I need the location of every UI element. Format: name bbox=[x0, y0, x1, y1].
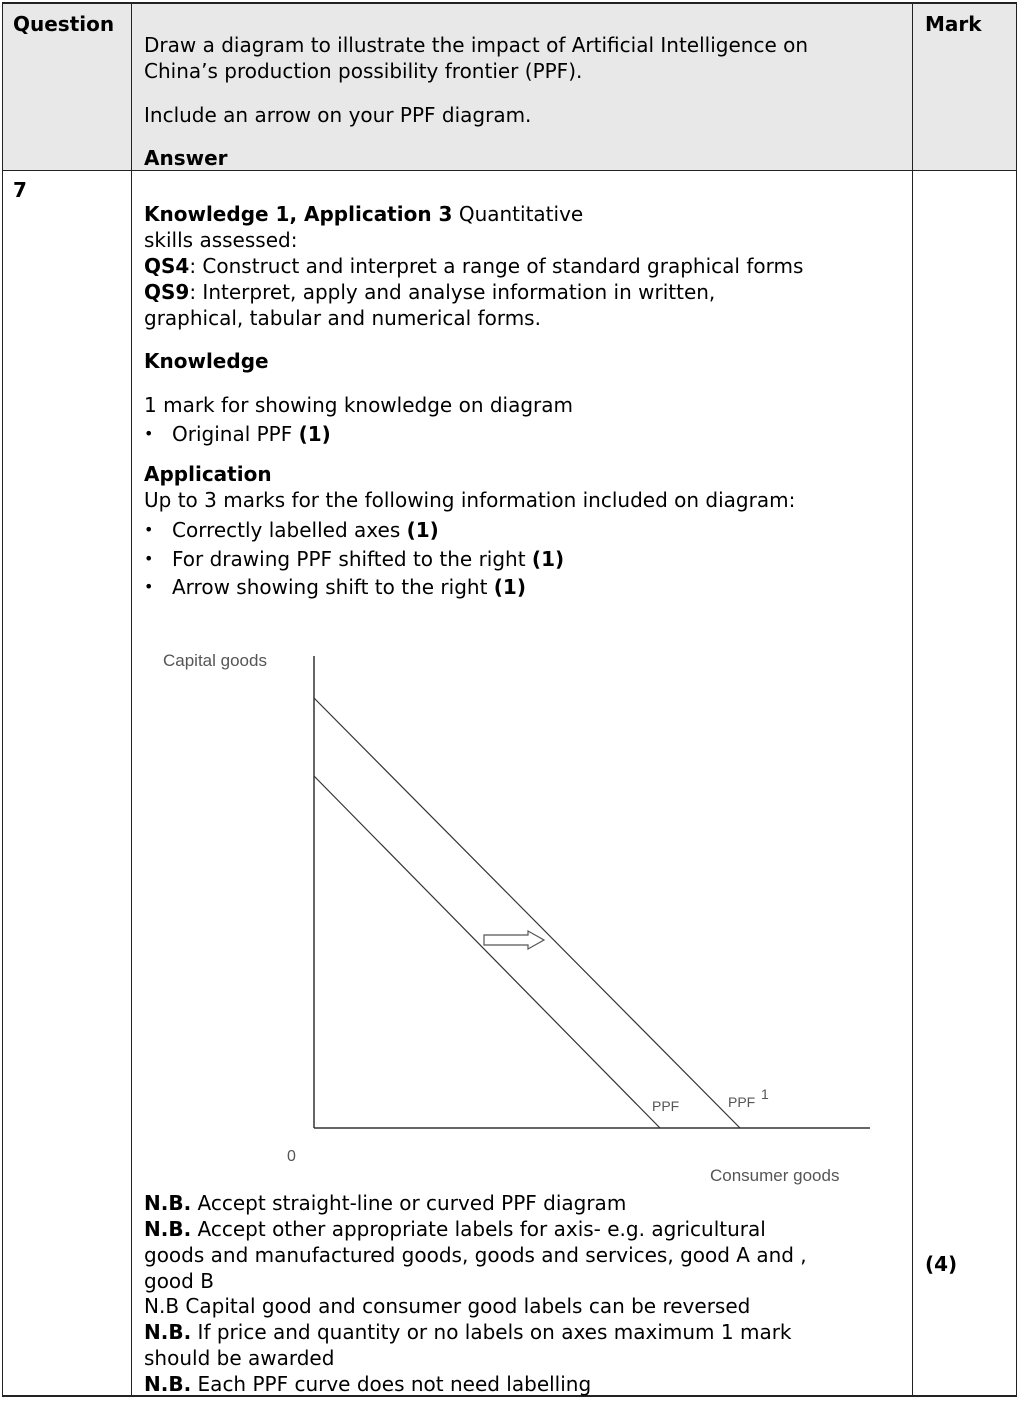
knowledge-description: 1 mark for showing knowledge on diagram bbox=[144, 393, 574, 417]
intro-bold: Knowledge 1, Application 3 bbox=[144, 202, 453, 226]
qs9-line2: graphical, tabular and numerical forms. bbox=[144, 306, 541, 330]
note-text: Accept straight-line or curved PPF diagram bbox=[191, 1191, 627, 1215]
qs4-text: : Construct and interpret a range of standard graphical forms bbox=[189, 254, 804, 278]
intro-rest: Quantitative bbox=[452, 202, 584, 226]
bullet-mark: (1) bbox=[298, 422, 331, 446]
ppf-label: PPF bbox=[652, 1098, 680, 1114]
bullet-icon: • bbox=[144, 577, 154, 596]
answer-label: Answer bbox=[144, 146, 228, 170]
note-prefix: N.B. bbox=[144, 1191, 192, 1215]
total-mark: (4) bbox=[925, 1252, 958, 1276]
question-prompt-line3: Include an arrow on your PPF diagram. bbox=[144, 103, 532, 127]
note-line bbox=[144, 1371, 591, 1397]
qs9-code: QS9 bbox=[144, 280, 190, 304]
bullet-icon: • bbox=[144, 549, 154, 568]
application-heading: Application bbox=[144, 462, 272, 486]
note-line: goods and manufactured goods, goods and services, good A and , bbox=[144, 1243, 807, 1267]
qs9-text: : Interpret, apply and analyse information in written, bbox=[189, 280, 716, 304]
knowledge-heading: Knowledge bbox=[144, 349, 269, 373]
bullet-text: Correctly labelled axes bbox=[172, 518, 407, 542]
ppf-original-line bbox=[314, 776, 660, 1128]
note-line bbox=[144, 1216, 766, 1242]
note-line bbox=[144, 1190, 626, 1216]
question-number: 7 bbox=[13, 178, 27, 202]
note-line: N.B Capital good and consumer good labels can be reversed bbox=[144, 1294, 751, 1318]
origin-label: 0 bbox=[287, 1148, 296, 1165]
mark-column-header: Mark bbox=[925, 12, 982, 36]
note-text: If price and quantity or no labels on axes maximum 1 mark bbox=[191, 1320, 792, 1344]
ppf1-shifted-line bbox=[314, 698, 740, 1128]
note-prefix: N.B. bbox=[144, 1217, 192, 1241]
bullet-text: Original PPF bbox=[172, 422, 299, 446]
qs4-code: QS4 bbox=[144, 254, 190, 278]
note-prefix: N.B. bbox=[144, 1372, 192, 1396]
ppf1-label: PPF bbox=[728, 1094, 756, 1110]
ppf1-superscript: 1 bbox=[761, 1086, 769, 1102]
question-prompt-line2: China’s production possibility frontier (PPF). bbox=[144, 59, 583, 83]
x-axis-label: Consumer goods bbox=[710, 1166, 840, 1185]
bullet-mark: (1) bbox=[531, 547, 565, 571]
question-column-header: Question bbox=[13, 12, 115, 36]
bullet-mark: (1) bbox=[493, 575, 526, 599]
bullet-mark: (1) bbox=[406, 518, 439, 542]
bullet-text: For drawing PPF shifted to the right bbox=[172, 547, 532, 571]
application-description: Up to 3 marks for the following information included on diagram: bbox=[144, 488, 796, 512]
note-line: should be awarded bbox=[144, 1346, 335, 1370]
bullet-text: Arrow showing shift to the right bbox=[172, 575, 494, 599]
note-text: Each PPF curve does not need labelling bbox=[191, 1372, 592, 1396]
note-prefix: N.B. bbox=[144, 1320, 192, 1344]
shift-right-arrow bbox=[484, 931, 544, 949]
note-text: Accept other appropriate labels for axis- e.g. agricultural bbox=[191, 1217, 766, 1241]
bullet-icon: • bbox=[144, 520, 154, 539]
bullet-icon: • bbox=[144, 424, 154, 443]
intro-line2: skills assessed: bbox=[144, 228, 298, 252]
note-line bbox=[144, 1319, 792, 1345]
note-line: good B bbox=[144, 1269, 214, 1293]
question-prompt-line1: Draw a diagram to illustrate the impact of Artificial Intelligence on bbox=[144, 33, 809, 57]
y-axis-label: Capital goods bbox=[163, 651, 267, 670]
